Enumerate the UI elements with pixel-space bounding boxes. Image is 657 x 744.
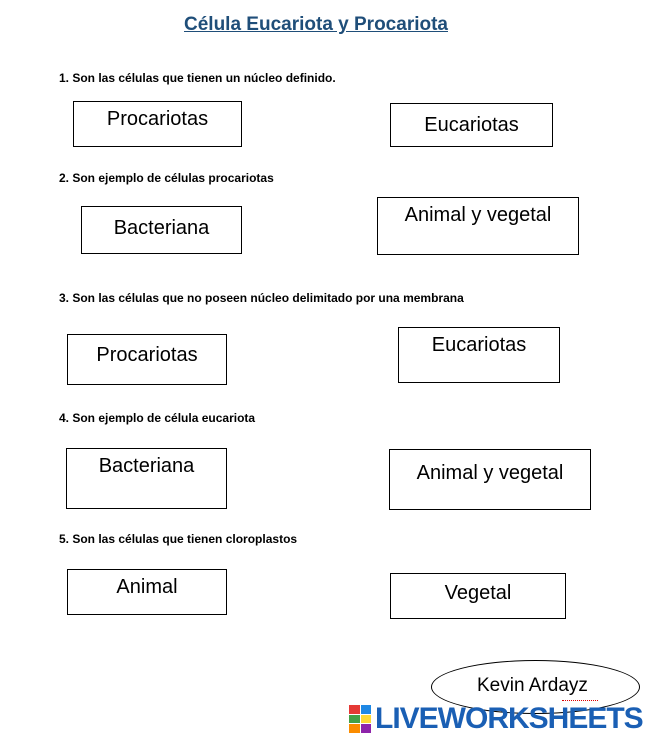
q4-option-animal-vegetal[interactable]: Animal y vegetal: [389, 449, 591, 510]
question-5-text: 5. Son las células que tienen cloroplastos: [59, 532, 298, 546]
page-title: Célula Eucariota y Procariota: [184, 14, 448, 35]
q1-option-procariotas[interactable]: Procariotas: [73, 101, 242, 147]
q1-option-eucariotas[interactable]: Eucariotas: [390, 103, 553, 147]
spellcheck-underline: [562, 697, 598, 701]
q5-option-vegetal[interactable]: Vegetal: [390, 573, 566, 619]
q4-option-bacteriana[interactable]: Bacteriana: [66, 448, 227, 509]
q5-option-animal[interactable]: Animal: [67, 569, 227, 615]
question-4-text: 4. Son ejemplo de célula eucariota: [59, 411, 256, 425]
liveworksheets-logo-icon: [349, 705, 371, 733]
q3-option-procariotas[interactable]: Procariotas: [67, 334, 227, 385]
q3-option-eucariotas[interactable]: Eucariotas: [398, 327, 560, 383]
liveworksheets-logo: [349, 702, 643, 736]
student-name: Kevin Ardayz: [477, 675, 588, 696]
question-1-text: 1. Son las células que tienen un núcleo definido.: [59, 71, 336, 85]
question-2-text: 2. Son ejemplo de células procariotas: [59, 171, 274, 185]
logo-text: LIVEWORKSHEETS: [375, 702, 643, 735]
q2-option-bacteriana[interactable]: Bacteriana: [81, 206, 242, 254]
q2-option-animal-vegetal[interactable]: Animal y vegetal: [377, 197, 579, 255]
question-3-text: 3. Son las células que no poseen núcleo delimitado por una membrana: [59, 291, 464, 305]
